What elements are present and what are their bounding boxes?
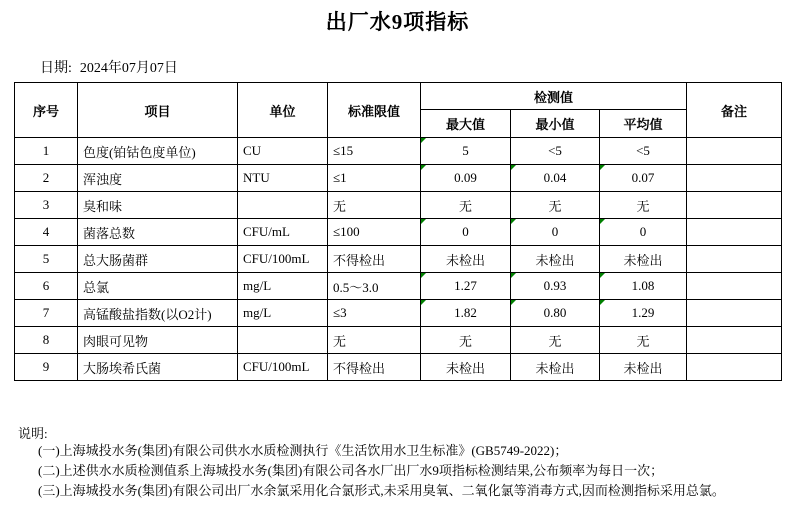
row-min: 未检出 (511, 354, 600, 381)
row-unit: mg/L (238, 273, 328, 300)
row-max: 0 (421, 219, 511, 246)
row-min: 0.93 (511, 273, 600, 300)
header-limit: 标准限值 (328, 83, 421, 138)
excel-error-indicator-icon (600, 300, 605, 305)
note-item-3: (三)上海城投水务(集团)有限公司出厂水余氯采用化合氯形式,未采用臭氧、二氧化氯等消毒方式,因而检测指标采用总氯。 (38, 483, 725, 498)
row-unit: mg/L (238, 300, 328, 327)
excel-error-indicator-icon (511, 219, 516, 224)
row-no: 8 (15, 327, 78, 354)
row-item: 高锰酸盐指数(以O2计) (78, 300, 238, 327)
note-item-1: (一)上海城投水务(集团)有限公司供水水质检测执行《生活饮用水卫生标准》(GB5749-2022)； (38, 443, 568, 458)
row-item: 总氯 (78, 273, 238, 300)
row-avg: 0 (600, 219, 687, 246)
row-remark (687, 165, 782, 192)
row-no: 5 (15, 246, 78, 273)
table-row (15, 246, 782, 273)
row-item: 色度(铂钴色度单位) (78, 138, 238, 165)
row-max: 5 (421, 138, 511, 165)
date-value: 2024年07月07日 (79, 61, 178, 76)
row-unit: CFU/mL (238, 219, 328, 246)
row-avg: 1.08 (600, 273, 687, 300)
row-limit: 无 (328, 327, 421, 354)
row-remark (687, 192, 782, 219)
row-avg: <5 (600, 138, 687, 165)
row-no: 3 (15, 192, 78, 219)
table-row (15, 273, 782, 300)
row-limit: 无 (328, 192, 421, 219)
excel-error-indicator-icon (421, 273, 426, 278)
header-unit: 单位 (238, 83, 328, 138)
row-max: 1.82 (421, 300, 511, 327)
row-max: 无 (421, 192, 511, 219)
row-limit: ≤3 (328, 300, 421, 327)
table-row (15, 138, 782, 165)
table-row (15, 327, 782, 354)
header-item: 项目 (78, 83, 238, 138)
row-item: 肉眼可见物 (78, 327, 238, 354)
notes-heading: 说明: (18, 426, 48, 441)
excel-error-indicator-icon (511, 165, 516, 170)
row-avg: 未检出 (600, 246, 687, 273)
row-limit: ≤1 (328, 165, 421, 192)
row-max: 未检出 (421, 246, 511, 273)
row-no: 1 (15, 138, 78, 165)
row-unit (238, 192, 328, 219)
row-limit: ≤100 (328, 219, 421, 246)
row-min: 0 (511, 219, 600, 246)
row-min: <5 (511, 138, 600, 165)
row-min: 无 (511, 192, 600, 219)
water-quality-table (14, 82, 782, 381)
date-label: 日期: (40, 61, 72, 76)
excel-error-indicator-icon (600, 165, 605, 170)
row-remark (687, 138, 782, 165)
row-limit: 不得检出 (328, 354, 421, 381)
row-max: 0.09 (421, 165, 511, 192)
header-min: 最小值 (511, 110, 600, 138)
table-row (15, 219, 782, 246)
excel-error-indicator-icon (600, 219, 605, 224)
row-min: 未检出 (511, 246, 600, 273)
header-no: 序号 (15, 83, 78, 138)
row-remark (687, 354, 782, 381)
excel-error-indicator-icon (511, 273, 516, 278)
row-no: 6 (15, 273, 78, 300)
row-item: 臭和味 (78, 192, 238, 219)
table-row (15, 192, 782, 219)
row-remark (687, 246, 782, 273)
excel-error-indicator-icon (421, 300, 426, 305)
row-max: 1.27 (421, 273, 511, 300)
row-avg: 1.29 (600, 300, 687, 327)
row-item: 菌落总数 (78, 219, 238, 246)
note-item-2: (二)上述供水水质检测值系上海城投水务(集团)有限公司各水厂出厂水9项指标检测结果,公布频率为每日一次； (38, 463, 664, 478)
row-limit: 0.5～3.0 (328, 273, 421, 300)
row-no: 2 (15, 165, 78, 192)
row-max: 未检出 (421, 354, 511, 381)
excel-error-indicator-icon (421, 219, 426, 224)
row-avg: 0.07 (600, 165, 687, 192)
row-no: 9 (15, 354, 78, 381)
header-max: 最大值 (421, 110, 511, 138)
row-avg: 未检出 (600, 354, 687, 381)
row-item: 浑浊度 (78, 165, 238, 192)
table-row (15, 165, 782, 192)
header-remark: 备注 (687, 83, 782, 138)
row-remark (687, 273, 782, 300)
table-row (15, 354, 782, 381)
header-detection: 检测值 (421, 83, 687, 110)
row-max: 无 (421, 327, 511, 354)
row-unit: CU (238, 138, 328, 165)
row-no: 7 (15, 300, 78, 327)
row-min: 0.04 (511, 165, 600, 192)
row-avg: 无 (600, 192, 687, 219)
row-item: 总大肠菌群 (78, 246, 238, 273)
row-unit: NTU (238, 165, 328, 192)
row-limit: ≤15 (328, 138, 421, 165)
excel-error-indicator-icon (421, 138, 426, 143)
row-avg: 无 (600, 327, 687, 354)
row-min: 无 (511, 327, 600, 354)
row-limit: 不得检出 (328, 246, 421, 273)
row-unit: CFU/100mL (238, 354, 328, 381)
row-remark (687, 327, 782, 354)
header-avg: 平均值 (600, 110, 687, 138)
row-min: 0.80 (511, 300, 600, 327)
excel-error-indicator-icon (600, 273, 605, 278)
page-title: 出厂水9项指标 (325, 10, 470, 34)
excel-error-indicator-icon (421, 165, 426, 170)
report-date (40, 57, 795, 75)
table-row (15, 300, 782, 327)
notes-section (18, 423, 795, 501)
excel-error-indicator-icon (511, 300, 516, 305)
row-remark (687, 300, 782, 327)
row-unit (238, 327, 328, 354)
row-unit: CFU/100mL (238, 246, 328, 273)
row-item: 大肠埃希氏菌 (78, 354, 238, 381)
row-remark (687, 219, 782, 246)
row-no: 4 (15, 219, 78, 246)
